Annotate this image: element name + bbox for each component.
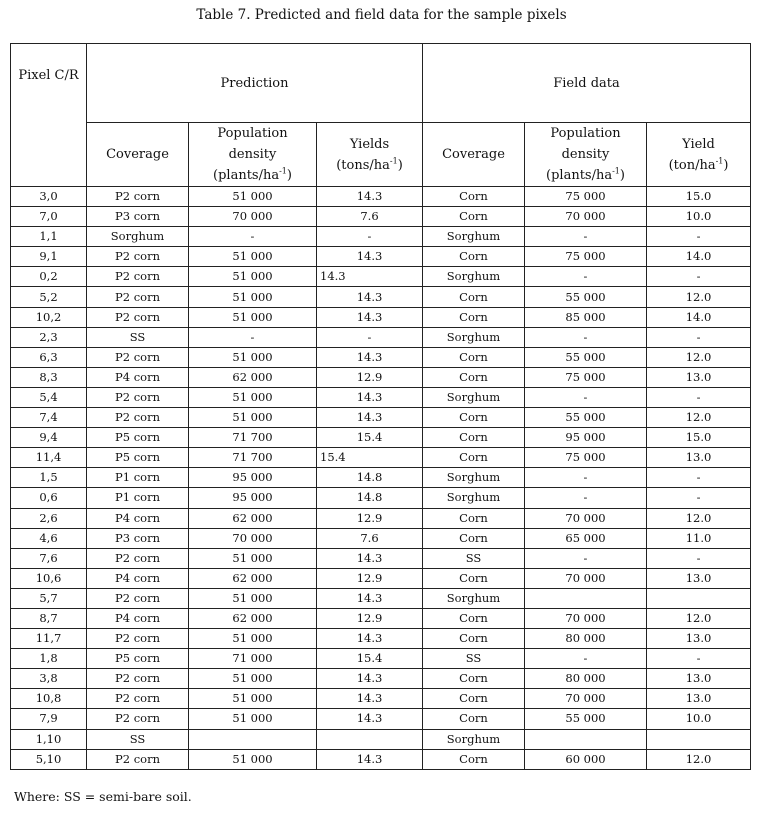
pixel-cell: 1,8: [11, 649, 87, 669]
table-row: [11, 669, 751, 689]
pixel-cell: 3,0: [11, 187, 87, 207]
pred-coverage-cell: Sorghum: [87, 227, 189, 247]
table-row: [11, 749, 751, 769]
pixel-cell: 3,8: [11, 669, 87, 689]
field-yield-cell: 15.0: [647, 187, 751, 207]
table-row: [11, 528, 751, 548]
field-yield-cell: 12.0: [647, 408, 751, 428]
pred-coverage-cell: P4 corn: [87, 508, 189, 528]
pred-yields-cell: 12.9: [317, 568, 423, 588]
table-row: [11, 387, 751, 407]
pixel-cell: 2,3: [11, 327, 87, 347]
pred-density-cell: 51 000: [189, 287, 317, 307]
field-density-cell: 80 000: [525, 669, 647, 689]
pred-coverage-cell: P5 corn: [87, 428, 189, 448]
field-coverage-cell: Corn: [423, 247, 525, 267]
field-yield-cell: -: [647, 548, 751, 568]
pred-yields-cell: 14.3: [317, 408, 423, 428]
pred-density-cell: 71 000: [189, 649, 317, 669]
table-row: [11, 187, 751, 207]
table-row: [11, 408, 751, 428]
field-coverage-cell: Corn: [423, 669, 525, 689]
pred-coverage-cell: P4 corn: [87, 608, 189, 628]
field-density-cell: -: [525, 468, 647, 488]
pred-yields-cell: 14.3: [317, 629, 423, 649]
table-row: [11, 428, 751, 448]
field-coverage-cell: Corn: [423, 307, 525, 327]
pred-coverage-cell: P2 corn: [87, 267, 189, 287]
field-yield-cell: 11.0: [647, 528, 751, 548]
field-coverage-cell: Corn: [423, 608, 525, 628]
field-coverage-cell: Corn: [423, 629, 525, 649]
field-density-cell: 70 000: [525, 608, 647, 628]
table-row: [11, 729, 751, 749]
pixel-cell: 0,6: [11, 488, 87, 508]
field-yield-cell: -: [647, 327, 751, 347]
pred-yields-cell: 14.8: [317, 468, 423, 488]
pred-yields-cell: 14.3: [317, 247, 423, 267]
pred-coverage-cell: P2 corn: [87, 287, 189, 307]
table-row: [11, 488, 751, 508]
pred-yields-cell: 15.4: [317, 448, 423, 468]
pixel-cell: 11,4: [11, 448, 87, 468]
table-row: [11, 448, 751, 468]
pixel-cell: 8,3: [11, 367, 87, 387]
table-row: [11, 649, 751, 669]
pred-density-cell: 62 000: [189, 508, 317, 528]
field-coverage-cell: Corn: [423, 347, 525, 367]
field-yield-cell: 12.0: [647, 347, 751, 367]
pred-yields-cell: 14.3: [317, 588, 423, 608]
pixel-cell: 11,7: [11, 629, 87, 649]
field-density-cell: 75 000: [525, 187, 647, 207]
pred-density-cell: 51 000: [189, 629, 317, 649]
field-coverage-header: Coverage: [423, 123, 525, 187]
table-row: [11, 588, 751, 608]
pred-density-cell: 51 000: [189, 408, 317, 428]
field-density-cell: [525, 588, 647, 608]
pred-density-cell: 95 000: [189, 468, 317, 488]
field-data-header: Field data: [423, 44, 751, 123]
table-row: [11, 568, 751, 588]
pred-coverage-cell: P1 corn: [87, 488, 189, 508]
table-row: [11, 267, 751, 287]
pred-density-cell: 95 000: [189, 488, 317, 508]
pred-density-cell: 70 000: [189, 528, 317, 548]
field-yield-cell: 14.0: [647, 247, 751, 267]
field-yield-header: Yield $(ton/ha^{-1})$: [647, 123, 751, 187]
field-coverage-cell: Corn: [423, 709, 525, 729]
field-coverage-cell: Corn: [423, 367, 525, 387]
pred-coverage-cell: P3 corn: [87, 528, 189, 548]
pred-coverage-cell: P2 corn: [87, 347, 189, 367]
field-density-cell: 70 000: [525, 568, 647, 588]
pred-yields-cell: 7.6: [317, 528, 423, 548]
field-density-cell: 85 000: [525, 307, 647, 327]
field-coverage-cell: Sorghum: [423, 387, 525, 407]
table-row: [11, 367, 751, 387]
field-coverage-cell: Corn: [423, 568, 525, 588]
pred-yields-cell: 12.9: [317, 608, 423, 628]
field-yield-cell: -: [647, 468, 751, 488]
pred-coverage-cell: P2 corn: [87, 588, 189, 608]
field-density-cell: 60 000: [525, 749, 647, 769]
pred-yields-cell: 14.3: [317, 307, 423, 327]
pred-coverage-cell: P2 corn: [87, 307, 189, 327]
table-row: [11, 548, 751, 568]
pred-density-cell: [189, 729, 317, 749]
table-row: [11, 247, 751, 267]
pred-yields-cell: 15.4: [317, 428, 423, 448]
pred-density-cell: 51 000: [189, 187, 317, 207]
pred-yields-cell: 14.3: [317, 267, 423, 287]
pixel-cell: 1,10: [11, 729, 87, 749]
pred-density-cell: 51 000: [189, 669, 317, 689]
field-yield-cell: 13.0: [647, 367, 751, 387]
pred-coverage-cell: P2 corn: [87, 689, 189, 709]
pixel-cell: 7,0: [11, 207, 87, 227]
pred-density-cell: 51 000: [189, 548, 317, 568]
pixel-cell: 2,6: [11, 508, 87, 528]
field-coverage-cell: Sorghum: [423, 327, 525, 347]
pred-yields-cell: 14.3: [317, 709, 423, 729]
table-row: [11, 629, 751, 649]
field-coverage-cell: Sorghum: [423, 588, 525, 608]
field-coverage-cell: Corn: [423, 749, 525, 769]
pred-density-cell: 71 700: [189, 428, 317, 448]
field-density-cell: 75 000: [525, 448, 647, 468]
field-yield-cell: 14.0: [647, 307, 751, 327]
pred-yields-cell: 15.4: [317, 649, 423, 669]
table-row: [11, 227, 751, 247]
field-yield-cell: 10.0: [647, 207, 751, 227]
table-row: [11, 608, 751, 628]
pred-coverage-cell: P2 corn: [87, 187, 189, 207]
pred-yields-cell: 14.8: [317, 488, 423, 508]
field-density-cell: 55 000: [525, 287, 647, 307]
field-density-cell: -: [525, 548, 647, 568]
field-coverage-cell: Sorghum: [423, 267, 525, 287]
pred-density-cell: -: [189, 327, 317, 347]
field-density-cell: -: [525, 327, 647, 347]
pred-yields-cell: -: [317, 327, 423, 347]
pixel-cell: 1,1: [11, 227, 87, 247]
table-row: [11, 709, 751, 729]
pred-yields-cell: -: [317, 227, 423, 247]
pixel-cell: 4,6: [11, 528, 87, 548]
footnote: Where: SS = semi-bare soil.: [14, 789, 192, 804]
pred-density-cell: 51 000: [189, 307, 317, 327]
pred-yields-cell: 12.9: [317, 508, 423, 528]
pred-density-cell: 51 000: [189, 247, 317, 267]
pred-density-cell: 70 000: [189, 207, 317, 227]
pred-coverage-cell: P2 corn: [87, 669, 189, 689]
pixel-header: Pixel C/R: [11, 44, 87, 187]
pred-density-cell: 51 000: [189, 709, 317, 729]
field-yield-cell: 13.0: [647, 689, 751, 709]
field-coverage-cell: Sorghum: [423, 488, 525, 508]
pred-density-cell: 71 700: [189, 448, 317, 468]
pred-yields-cell: 7.6: [317, 207, 423, 227]
field-coverage-cell: Corn: [423, 187, 525, 207]
field-density-cell: -: [525, 387, 647, 407]
field-density-cell: 70 000: [525, 508, 647, 528]
table-body: [11, 187, 751, 770]
field-density-cell: 55 000: [525, 347, 647, 367]
pred-coverage-cell: P2 corn: [87, 749, 189, 769]
field-density-cell: 75 000: [525, 247, 647, 267]
field-density-cell: 80 000: [525, 629, 647, 649]
pred-yields-cell: [317, 729, 423, 749]
pred-coverage-cell: P2 corn: [87, 408, 189, 428]
field-density-cell: -: [525, 488, 647, 508]
pixel-cell: 9,1: [11, 247, 87, 267]
pixel-cell: 6,3: [11, 347, 87, 367]
pred-coverage-cell: P2 corn: [87, 247, 189, 267]
pred-coverage-cell: P2 corn: [87, 709, 189, 729]
field-density-cell: 65 000: [525, 528, 647, 548]
field-coverage-cell: Corn: [423, 528, 525, 548]
field-yield-cell: 10.0: [647, 709, 751, 729]
field-coverage-cell: Corn: [423, 689, 525, 709]
pixel-cell: 5,7: [11, 588, 87, 608]
pred-coverage-cell: P4 corn: [87, 568, 189, 588]
pixel-cell: 5,4: [11, 387, 87, 407]
table-row: [11, 307, 751, 327]
field-yield-cell: -: [647, 387, 751, 407]
table-caption: Table 7. Predicted and field data for the sample pixels: [196, 7, 567, 23]
field-coverage-cell: Corn: [423, 508, 525, 528]
pred-coverage-cell: P5 corn: [87, 448, 189, 468]
pred-density-cell: 51 000: [189, 387, 317, 407]
field-density-cell: -: [525, 267, 647, 287]
field-yield-cell: -: [647, 649, 751, 669]
pred-density-cell: 62 000: [189, 367, 317, 387]
field-density-cell: -: [525, 649, 647, 669]
field-coverage-cell: Sorghum: [423, 729, 525, 749]
field-coverage-cell: Sorghum: [423, 468, 525, 488]
field-yield-cell: 13.0: [647, 448, 751, 468]
field-yield-cell: 12.0: [647, 608, 751, 628]
field-coverage-cell: Corn: [423, 428, 525, 448]
field-yield-cell: 13.0: [647, 629, 751, 649]
prediction-header: Prediction: [87, 44, 423, 123]
table-row: [11, 468, 751, 488]
pixel-cell: 0,2: [11, 267, 87, 287]
data-table: [10, 43, 751, 770]
field-yield-cell: 15.0: [647, 428, 751, 448]
pred-density-cell: 51 000: [189, 689, 317, 709]
pred-density-cell: 62 000: [189, 568, 317, 588]
pred-yields-cell: 14.3: [317, 689, 423, 709]
pred-coverage-cell: P5 corn: [87, 649, 189, 669]
table-row: [11, 287, 751, 307]
pred-yields-header: Yields $(tons/ha^{-1})$: [317, 123, 423, 187]
pred-density-cell: -: [189, 227, 317, 247]
pred-density-cell: 51 000: [189, 588, 317, 608]
pred-yields-cell: 14.3: [317, 387, 423, 407]
pred-yields-cell: 14.3: [317, 548, 423, 568]
table-row: [11, 327, 751, 347]
pred-coverage-cell: P3 corn: [87, 207, 189, 227]
pred-density-cell: 51 000: [189, 267, 317, 287]
pixel-cell: 7,6: [11, 548, 87, 568]
pred-coverage-cell: P2 corn: [87, 387, 189, 407]
table-row: [11, 508, 751, 528]
pred-yields-cell: 14.3: [317, 187, 423, 207]
pred-yields-cell: 14.3: [317, 749, 423, 769]
pred-coverage-cell: P1 corn: [87, 468, 189, 488]
field-coverage-cell: Corn: [423, 448, 525, 468]
pred-density-cell: 51 000: [189, 347, 317, 367]
field-density-cell: 55 000: [525, 408, 647, 428]
pred-density-cell: 62 000: [189, 608, 317, 628]
pixel-cell: 7,9: [11, 709, 87, 729]
pred-coverage-header: Coverage: [87, 123, 189, 187]
field-yield-cell: -: [647, 488, 751, 508]
field-yield-cell: 13.0: [647, 568, 751, 588]
field-yield-cell: -: [647, 267, 751, 287]
pred-coverage-cell: P4 corn: [87, 367, 189, 387]
pixel-cell: 5,10: [11, 749, 87, 769]
field-yield-cell: 12.0: [647, 287, 751, 307]
field-density-cell: 75 000: [525, 367, 647, 387]
field-density-cell: 70 000: [525, 689, 647, 709]
field-density-cell: 55 000: [525, 709, 647, 729]
field-yield-cell: 12.0: [647, 508, 751, 528]
pred-yields-cell: 12.9: [317, 367, 423, 387]
field-yield-cell: [647, 729, 751, 749]
field-density-cell: -: [525, 227, 647, 247]
pixel-cell: 5,2: [11, 287, 87, 307]
pixel-cell: 7,4: [11, 408, 87, 428]
field-density-header: Population density $(plants/ha^{-1})$: [525, 123, 647, 187]
field-coverage-cell: Corn: [423, 408, 525, 428]
pred-coverage-cell: P2 corn: [87, 629, 189, 649]
pred-coverage-cell: P2 corn: [87, 548, 189, 568]
pixel-cell: 9,4: [11, 428, 87, 448]
field-density-cell: 70 000: [525, 207, 647, 227]
field-yield-cell: 12.0: [647, 749, 751, 769]
pixel-cell: 8,7: [11, 608, 87, 628]
table-row: [11, 689, 751, 709]
table-row: [11, 347, 751, 367]
field-coverage-cell: SS: [423, 649, 525, 669]
pred-coverage-cell: SS: [87, 729, 189, 749]
field-coverage-cell: Sorghum: [423, 227, 525, 247]
field-density-cell: 95 000: [525, 428, 647, 448]
pred-yields-cell: 14.3: [317, 287, 423, 307]
pred-density-cell: 51 000: [189, 749, 317, 769]
pixel-cell: 10,2: [11, 307, 87, 327]
pred-density-header: Population density $(plants/ha^{-1})$: [189, 123, 317, 187]
field-coverage-cell: Corn: [423, 287, 525, 307]
field-density-cell: [525, 729, 647, 749]
field-yield-cell: [647, 588, 751, 608]
pred-coverage-cell: SS: [87, 327, 189, 347]
pred-yields-cell: 14.3: [317, 347, 423, 367]
pixel-cell: 10,8: [11, 689, 87, 709]
field-coverage-cell: Corn: [423, 207, 525, 227]
pixel-cell: 10,6: [11, 568, 87, 588]
field-yield-cell: -: [647, 227, 751, 247]
pixel-cell: 1,5: [11, 468, 87, 488]
field-coverage-cell: SS: [423, 548, 525, 568]
pred-yields-cell: 14.3: [317, 669, 423, 689]
field-yield-cell: 13.0: [647, 669, 751, 689]
table-row: [11, 207, 751, 227]
